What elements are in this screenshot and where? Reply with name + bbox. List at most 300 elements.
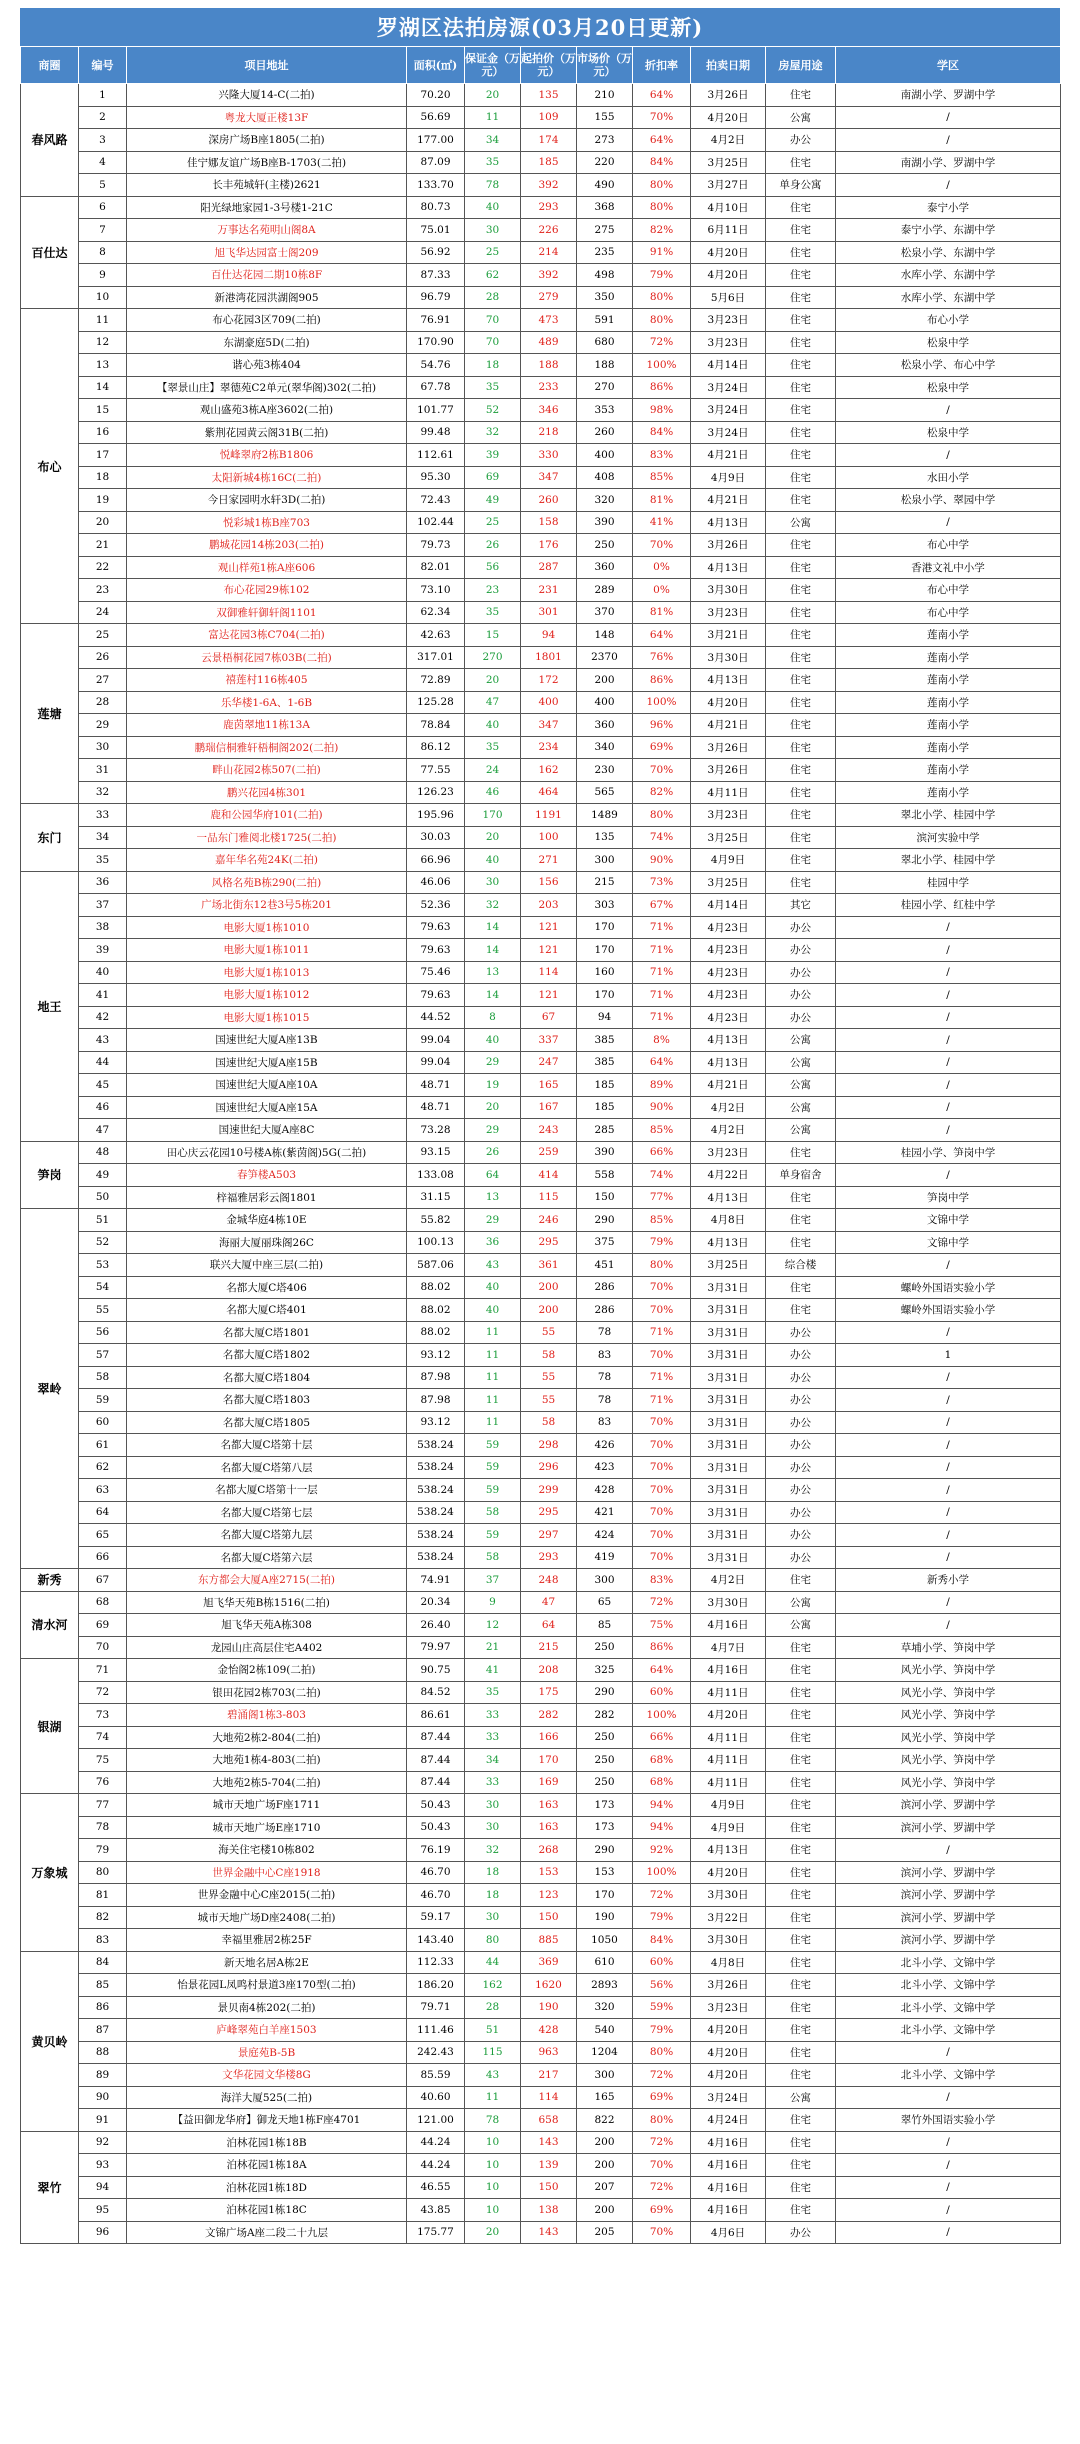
cell-school: /	[836, 1074, 1061, 1097]
cell-discount: 81%	[633, 489, 691, 512]
cell-start-price: 165	[521, 1074, 577, 1097]
cell-area: 317.01	[407, 646, 465, 669]
table-row	[21, 1164, 1061, 1187]
cell-school: 松泉中学	[836, 421, 1061, 444]
cell-school: 北斗小学、文锦中学	[836, 2019, 1061, 2042]
cell-area: 74.91	[407, 1569, 465, 1592]
cell-market-price: 282	[577, 1704, 633, 1727]
cell-discount: 70%	[633, 1411, 691, 1434]
cell-discount: 72%	[633, 2131, 691, 2154]
cell-market-price: 200	[577, 2131, 633, 2154]
cell-discount: 8%	[633, 1029, 691, 1052]
cell-id: 51	[79, 1209, 127, 1232]
cell-start-price: 172	[521, 669, 577, 692]
cell-area: 87.98	[407, 1366, 465, 1389]
cell-school: 滨河小学、罗湖中学	[836, 1906, 1061, 1929]
cell-deposit: 21	[465, 1636, 521, 1659]
cell-discount: 100%	[633, 354, 691, 377]
cell-market-price: 78	[577, 1321, 633, 1344]
table-row	[21, 579, 1061, 602]
cell-area: 126.23	[407, 781, 465, 804]
cell-market-price: 424	[577, 1524, 633, 1547]
cell-deposit: 11	[465, 1411, 521, 1434]
cell-auction-date: 4月16日	[691, 2199, 766, 2222]
cell-auction-date: 4月20日	[691, 106, 766, 129]
cell-school: /	[836, 106, 1061, 129]
cell-area: 72.89	[407, 669, 465, 692]
cell-area: 87.33	[407, 264, 465, 287]
cell-market-price: 160	[577, 961, 633, 984]
table-row	[21, 1659, 1061, 1682]
cell-market-price: 83	[577, 1411, 633, 1434]
cell-area: 54.76	[407, 354, 465, 377]
page-title: 罗湖区法拍房源(03月20日更新)	[20, 8, 1060, 46]
cell-auction-date: 4月13日	[691, 669, 766, 692]
cell-deposit: 10	[465, 2199, 521, 2222]
cell-address: 紫荆花园黄云阁31B(二拍)	[127, 421, 407, 444]
cell-start-price: 259	[521, 1141, 577, 1164]
cell-auction-date: 4月13日	[691, 511, 766, 534]
cell-school: 水库小学、东湖中学	[836, 286, 1061, 309]
cell-school: 风光小学、笋岗中学	[836, 1681, 1061, 1704]
cell-usage: 住宅	[766, 579, 836, 602]
cell-auction-date: 3月23日	[691, 1141, 766, 1164]
cell-address: 鹿茵翠地11栋13A	[127, 714, 407, 737]
cell-area: 133.08	[407, 1164, 465, 1187]
cell-usage: 办公	[766, 1006, 836, 1029]
cell-start-price: 100	[521, 826, 577, 849]
cell-start-price: 158	[521, 511, 577, 534]
cell-id: 36	[79, 871, 127, 894]
cell-market-price: 188	[577, 354, 633, 377]
table-row	[21, 1479, 1061, 1502]
cell-area: 177.00	[407, 129, 465, 152]
cell-school: /	[836, 1411, 1061, 1434]
cell-address: 名都大厦C塔第八层	[127, 1456, 407, 1479]
cell-start-price: 163	[521, 1794, 577, 1817]
cell-area: 79.97	[407, 1636, 465, 1659]
cell-school: 莲南小学	[836, 624, 1061, 647]
cell-start-price: 188	[521, 354, 577, 377]
district-cell: 春风路	[21, 84, 79, 197]
cell-deposit: 52	[465, 399, 521, 422]
cell-auction-date: 4月16日	[691, 1614, 766, 1637]
cell-start-price: 153	[521, 1861, 577, 1884]
cell-id: 15	[79, 399, 127, 422]
cell-market-price: 285	[577, 1119, 633, 1142]
cell-area: 76.19	[407, 1839, 465, 1862]
cell-school: 布心中学	[836, 601, 1061, 624]
cell-market-price: 370	[577, 601, 633, 624]
cell-usage: 住宅	[766, 1884, 836, 1907]
cell-discount: 66%	[633, 1141, 691, 1164]
table-row	[21, 1906, 1061, 1929]
cell-auction-date: 4月20日	[691, 264, 766, 287]
cell-start-price: 295	[521, 1231, 577, 1254]
cell-area: 93.12	[407, 1411, 465, 1434]
cell-auction-date: 4月20日	[691, 1704, 766, 1727]
cell-area: 52.36	[407, 894, 465, 917]
cell-school: 松泉小学、布心中学	[836, 354, 1061, 377]
cell-start-price: 260	[521, 489, 577, 512]
cell-address: 观山样苑1栋A座606	[127, 556, 407, 579]
cell-deposit: 51	[465, 2019, 521, 2042]
table-row	[21, 1839, 1061, 1862]
cell-id: 68	[79, 1591, 127, 1614]
cell-address: 泊林花园1栋18C	[127, 2199, 407, 2222]
table-row	[21, 1501, 1061, 1524]
cell-usage: 住宅	[766, 1636, 836, 1659]
cell-id: 81	[79, 1884, 127, 1907]
cell-auction-date: 3月31日	[691, 1321, 766, 1344]
cell-discount: 94%	[633, 1794, 691, 1817]
cell-deposit: 40	[465, 1029, 521, 1052]
cell-id: 62	[79, 1456, 127, 1479]
cell-address: 粤龙大厦正楼13F	[127, 106, 407, 129]
cell-discount: 56%	[633, 1974, 691, 1997]
cell-deposit: 56	[465, 556, 521, 579]
table-row	[21, 669, 1061, 692]
cell-discount: 70%	[633, 1276, 691, 1299]
district-cell: 新秀	[21, 1569, 79, 1592]
cell-deposit: 49	[465, 489, 521, 512]
cell-usage: 公寓	[766, 1051, 836, 1074]
cell-auction-date: 4月23日	[691, 1006, 766, 1029]
cell-area: 46.70	[407, 1861, 465, 1884]
cell-discount: 71%	[633, 961, 691, 984]
cell-start-price: 121	[521, 984, 577, 1007]
cell-deposit: 58	[465, 1501, 521, 1524]
cell-address: 广场北街东12巷3号5栋201	[127, 894, 407, 917]
cell-address: 泊林花园1栋18D	[127, 2176, 407, 2199]
cell-id: 39	[79, 939, 127, 962]
cell-auction-date: 4月21日	[691, 1074, 766, 1097]
cell-id: 45	[79, 1074, 127, 1097]
cell-auction-date: 4月23日	[691, 939, 766, 962]
cell-market-price: 215	[577, 871, 633, 894]
cell-school: 新秀小学	[836, 1569, 1061, 1592]
cell-address: 观山盛苑3栋A座3602(二拍)	[127, 399, 407, 422]
cell-id: 22	[79, 556, 127, 579]
cell-school: 莲南小学	[836, 691, 1061, 714]
cell-auction-date: 3月27日	[691, 174, 766, 197]
cell-market-price: 2893	[577, 1974, 633, 1997]
cell-address: 佳宁娜友谊广场B座B-1703(二拍)	[127, 151, 407, 174]
cell-usage: 办公	[766, 1546, 836, 1569]
cell-school: 水田小学	[836, 466, 1061, 489]
table-row	[21, 489, 1061, 512]
cell-id: 42	[79, 1006, 127, 1029]
cell-auction-date: 3月21日	[691, 624, 766, 647]
cell-id: 89	[79, 2064, 127, 2087]
cell-area: 55.82	[407, 1209, 465, 1232]
cell-address: 万事达名苑明山阁8A	[127, 219, 407, 242]
cell-deposit: 43	[465, 1254, 521, 1277]
cell-auction-date: 6月11日	[691, 219, 766, 242]
cell-id: 18	[79, 466, 127, 489]
cell-start-price: 392	[521, 264, 577, 287]
cell-discount: 80%	[633, 286, 691, 309]
cell-deposit: 25	[465, 511, 521, 534]
cell-usage: 住宅	[766, 1231, 836, 1254]
cell-usage: 公寓	[766, 1591, 836, 1614]
cell-discount: 84%	[633, 151, 691, 174]
cell-usage: 住宅	[766, 84, 836, 107]
cell-deposit: 270	[465, 646, 521, 669]
cell-discount: 84%	[633, 421, 691, 444]
cell-address: 国速世纪大厦A座15A	[127, 1096, 407, 1119]
cell-deposit: 59	[465, 1434, 521, 1457]
cell-auction-date: 3月30日	[691, 1884, 766, 1907]
header-id: 编号	[79, 47, 127, 84]
cell-discount: 68%	[633, 1771, 691, 1794]
cell-school: /	[836, 1119, 1061, 1142]
table-row	[21, 2019, 1061, 2042]
cell-address: 国速世纪大厦A座10A	[127, 1074, 407, 1097]
cell-start-price: 297	[521, 1524, 577, 1547]
cell-discount: 64%	[633, 1051, 691, 1074]
cell-address: 旭飞华天苑A栋308	[127, 1614, 407, 1637]
cell-start-price: 200	[521, 1276, 577, 1299]
cell-usage: 住宅	[766, 286, 836, 309]
cell-address: 文锦广场A座二段二十九层	[127, 2221, 407, 2244]
cell-address: 海关住宅楼10栋802	[127, 1839, 407, 1862]
cell-school: 草埔小学、笋岗中学	[836, 1636, 1061, 1659]
cell-area: 86.12	[407, 736, 465, 759]
cell-school: 北斗小学、文锦中学	[836, 1974, 1061, 1997]
cell-discount: 73%	[633, 871, 691, 894]
cell-address: 城市天地广场E座1710	[127, 1816, 407, 1839]
cell-auction-date: 3月26日	[691, 736, 766, 759]
cell-market-price: 428	[577, 1479, 633, 1502]
cell-id: 4	[79, 151, 127, 174]
cell-market-price: 185	[577, 1074, 633, 1097]
cell-discount: 72%	[633, 1591, 691, 1614]
cell-deposit: 9	[465, 1591, 521, 1614]
cell-market-price: 385	[577, 1029, 633, 1052]
table-row	[21, 601, 1061, 624]
cell-deposit: 170	[465, 804, 521, 827]
cell-area: 44.24	[407, 2131, 465, 2154]
cell-address: 世界金融中心C座1918	[127, 1861, 407, 1884]
table-row	[21, 1951, 1061, 1974]
cell-area: 538.24	[407, 1479, 465, 1502]
cell-usage: 综合楼	[766, 1254, 836, 1277]
cell-market-price: 390	[577, 1141, 633, 1164]
cell-auction-date: 3月23日	[691, 309, 766, 332]
cell-usage: 住宅	[766, 804, 836, 827]
cell-market-price: 78	[577, 1366, 633, 1389]
cell-usage: 住宅	[766, 1276, 836, 1299]
table-row	[21, 1726, 1061, 1749]
cell-usage: 住宅	[766, 309, 836, 332]
table-row	[21, 1884, 1061, 1907]
cell-address: 海丽大厦丽珠阁26C	[127, 1231, 407, 1254]
cell-start-price: 299	[521, 1479, 577, 1502]
cell-start-price: 243	[521, 1119, 577, 1142]
cell-deposit: 26	[465, 1141, 521, 1164]
cell-market-price: 325	[577, 1659, 633, 1682]
cell-deposit: 34	[465, 129, 521, 152]
cell-address: 名都大厦C塔1802	[127, 1344, 407, 1367]
cell-discount: 84%	[633, 1929, 691, 1952]
cell-market-price: 207	[577, 2176, 633, 2199]
table-row	[21, 1546, 1061, 1569]
cell-area: 62.34	[407, 601, 465, 624]
cell-deposit: 30	[465, 1906, 521, 1929]
cell-address: 今日家园明水轩3D(二拍)	[127, 489, 407, 512]
cell-discount: 83%	[633, 1569, 691, 1592]
cell-id: 92	[79, 2131, 127, 2154]
cell-deposit: 10	[465, 2131, 521, 2154]
cell-auction-date: 3月31日	[691, 1411, 766, 1434]
cell-start-price: 121	[521, 916, 577, 939]
cell-discount: 100%	[633, 1704, 691, 1727]
table-row	[21, 1096, 1061, 1119]
cell-start-price: 58	[521, 1344, 577, 1367]
cell-discount: 70%	[633, 1479, 691, 1502]
cell-deposit: 41	[465, 1659, 521, 1682]
cell-auction-date: 4月21日	[691, 489, 766, 512]
cell-school: /	[836, 174, 1061, 197]
cell-id: 26	[79, 646, 127, 669]
cell-school: 风光小学、笋岗中学	[836, 1749, 1061, 1772]
cell-auction-date: 4月11日	[691, 1681, 766, 1704]
cell-area: 56.69	[407, 106, 465, 129]
table-row	[21, 1456, 1061, 1479]
cell-address: 鹏城花园14栋203(二拍)	[127, 534, 407, 557]
cell-deposit: 30	[465, 871, 521, 894]
cell-start-price: 233	[521, 376, 577, 399]
cell-market-price: 135	[577, 826, 633, 849]
cell-start-price: 361	[521, 1254, 577, 1277]
cell-market-price: 353	[577, 399, 633, 422]
cell-market-price: 426	[577, 1434, 633, 1457]
cell-id: 46	[79, 1096, 127, 1119]
cell-address: 怡景花园L凤鸣村景道3座170型(二拍)	[127, 1974, 407, 1997]
cell-school: /	[836, 1006, 1061, 1029]
cell-usage: 办公	[766, 961, 836, 984]
cell-deposit: 11	[465, 1321, 521, 1344]
cell-start-price: 114	[521, 961, 577, 984]
cell-market-price: 320	[577, 1996, 633, 2019]
header-discount: 折扣率	[633, 47, 691, 84]
cell-area: 87.44	[407, 1726, 465, 1749]
cell-discount: 90%	[633, 849, 691, 872]
cell-area: 111.46	[407, 2019, 465, 2042]
cell-deposit: 33	[465, 1704, 521, 1727]
cell-auction-date: 4月20日	[691, 2041, 766, 2064]
table-row	[21, 399, 1061, 422]
cell-usage: 公寓	[766, 2086, 836, 2109]
cell-usage: 公寓	[766, 106, 836, 129]
cell-auction-date: 4月13日	[691, 1051, 766, 1074]
cell-deposit: 24	[465, 759, 521, 782]
cell-usage: 住宅	[766, 1569, 836, 1592]
cell-school: 翠北小学、桂园中学	[836, 849, 1061, 872]
cell-auction-date: 4月16日	[691, 2176, 766, 2199]
cell-usage: 住宅	[766, 1839, 836, 1862]
cell-address: 幸福里雅居2栋25F	[127, 1929, 407, 1952]
cell-discount: 70%	[633, 106, 691, 129]
table-row	[21, 1299, 1061, 1322]
cell-id: 87	[79, 2019, 127, 2042]
cell-discount: 70%	[633, 1434, 691, 1457]
cell-market-price: 170	[577, 984, 633, 1007]
cell-market-price: 153	[577, 1861, 633, 1884]
cell-start-price: 268	[521, 1839, 577, 1862]
cell-market-price: 230	[577, 759, 633, 782]
cell-auction-date: 4月2日	[691, 129, 766, 152]
cell-address: 东湖豪庭5D(二拍)	[127, 331, 407, 354]
cell-school: /	[836, 1321, 1061, 1344]
cell-market-price: 170	[577, 939, 633, 962]
cell-start-price: 963	[521, 2041, 577, 2064]
cell-market-price: 591	[577, 309, 633, 332]
cell-auction-date: 3月31日	[691, 1366, 766, 1389]
cell-market-price: 200	[577, 2154, 633, 2177]
district-cell: 地王	[21, 871, 79, 1141]
cell-start-price: 400	[521, 691, 577, 714]
cell-address: 鹿和公园华府101(二拍)	[127, 804, 407, 827]
cell-area: 79.63	[407, 916, 465, 939]
cell-auction-date: 3月25日	[691, 151, 766, 174]
cell-address: 春笋楼A503	[127, 1164, 407, 1187]
table-row	[21, 984, 1061, 1007]
cell-area: 133.70	[407, 174, 465, 197]
cell-area: 88.02	[407, 1276, 465, 1299]
table-row	[21, 1794, 1061, 1817]
cell-discount: 71%	[633, 1006, 691, 1029]
cell-id: 12	[79, 331, 127, 354]
cell-id: 84	[79, 1951, 127, 1974]
cell-market-price: 300	[577, 849, 633, 872]
cell-school: /	[836, 1254, 1061, 1277]
cell-deposit: 40	[465, 1276, 521, 1299]
header-auction-date: 拍卖日期	[691, 47, 766, 84]
cell-area: 175.77	[407, 2221, 465, 2244]
table-row	[21, 646, 1061, 669]
cell-auction-date: 3月30日	[691, 646, 766, 669]
cell-market-price: 1489	[577, 804, 633, 827]
cell-area: 538.24	[407, 1524, 465, 1547]
cell-area: 87.09	[407, 151, 465, 174]
cell-id: 67	[79, 1569, 127, 1592]
cell-discount: 0%	[633, 556, 691, 579]
cell-usage: 住宅	[766, 466, 836, 489]
cell-auction-date: 3月26日	[691, 759, 766, 782]
cell-discount: 85%	[633, 1119, 691, 1142]
cell-deposit: 47	[465, 691, 521, 714]
cell-market-price: 360	[577, 556, 633, 579]
cell-auction-date: 3月23日	[691, 1996, 766, 2019]
cell-area: 87.44	[407, 1771, 465, 1794]
header-deposit: 保证金（万元）	[465, 47, 521, 84]
cell-discount: 91%	[633, 241, 691, 264]
cell-deposit: 29	[465, 1209, 521, 1232]
cell-start-price: 248	[521, 1569, 577, 1592]
table-row	[21, 1231, 1061, 1254]
cell-area: 85.59	[407, 2064, 465, 2087]
cell-start-price: 1801	[521, 646, 577, 669]
cell-school: 风光小学、笋岗中学	[836, 1704, 1061, 1727]
listing-table	[20, 46, 1061, 2244]
cell-deposit: 25	[465, 241, 521, 264]
table-row	[21, 1366, 1061, 1389]
cell-deposit: 32	[465, 421, 521, 444]
cell-area: 93.15	[407, 1141, 465, 1164]
cell-discount: 60%	[633, 1951, 691, 1974]
